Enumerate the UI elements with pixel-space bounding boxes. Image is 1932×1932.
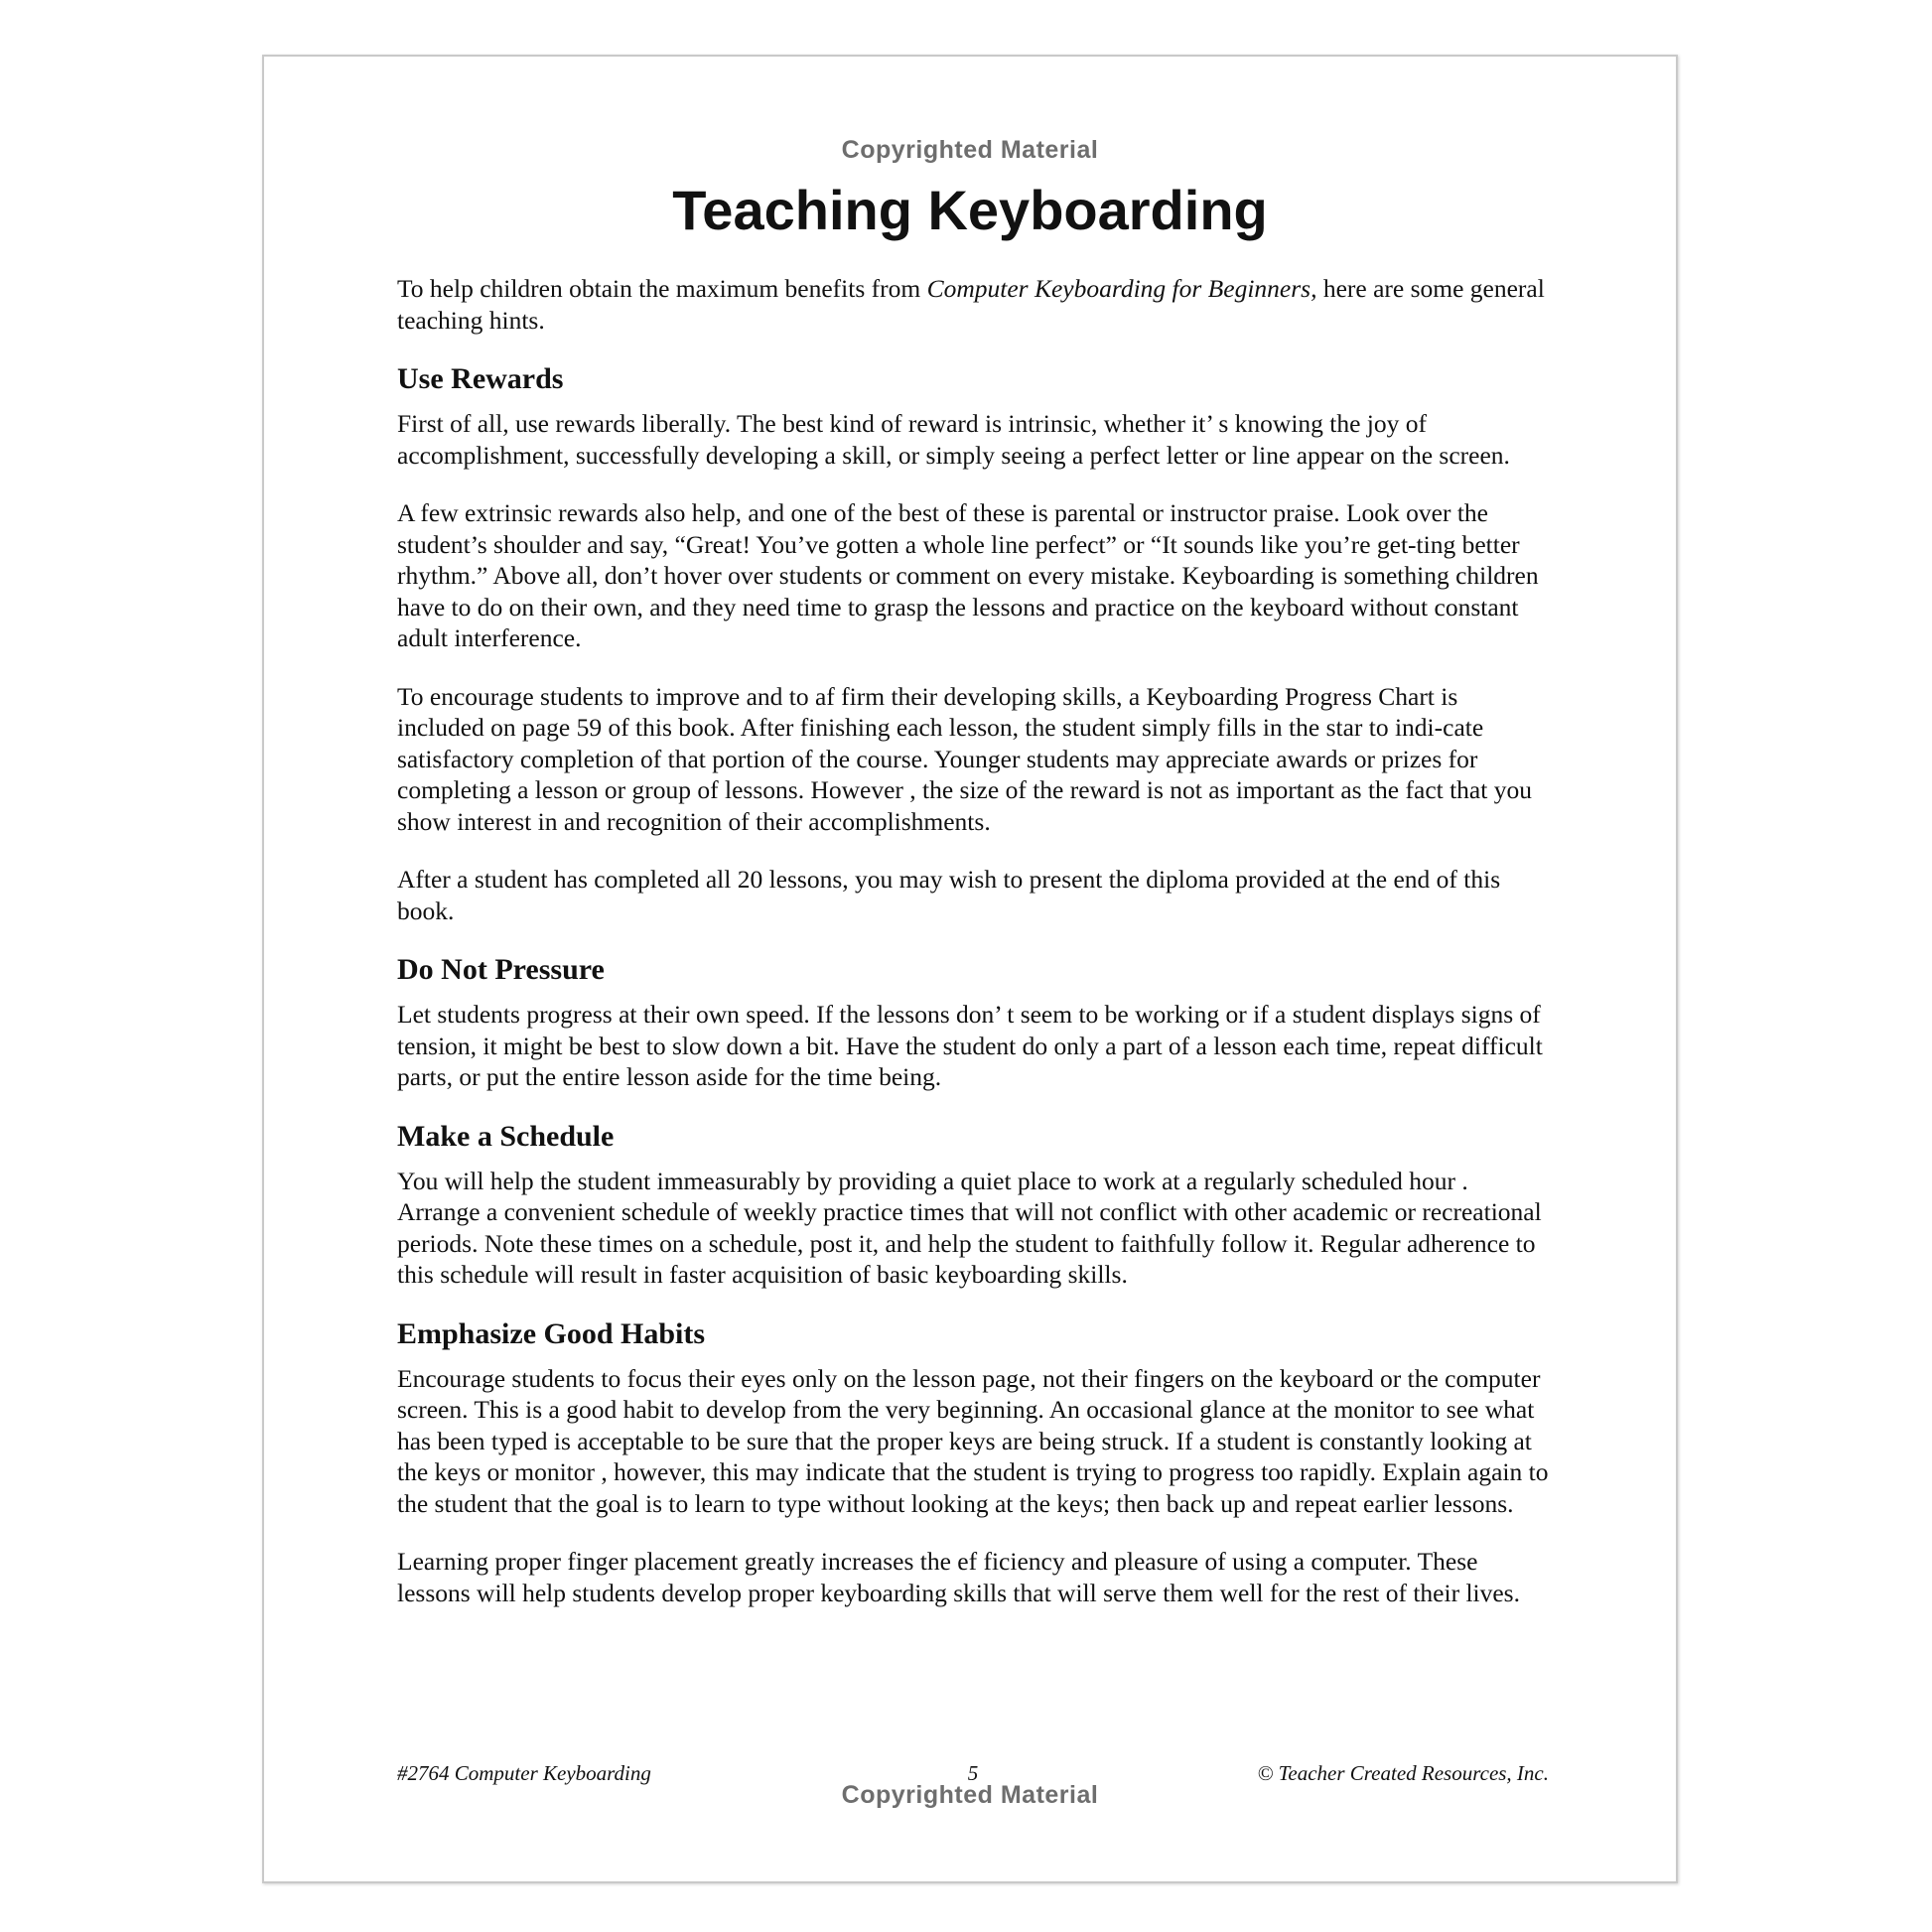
intro-paragraph [397,273,1549,336]
document-page [262,55,1678,1883]
page-title: Teaching Keyboarding [672,179,1268,241]
footer-page-number: 5 [967,1761,979,1785]
section-heading-use-rewards: Use Rewards [397,362,564,395]
book-title: Computer Keyboarding for Beginners, [926,274,1317,303]
copyright-watermark-top: Copyrighted Material [841,136,1099,164]
footer-book-id: #2764 Computer Keyboarding [397,1761,651,1785]
copyright-watermark-bottom: Copyrighted Material [841,1781,1099,1809]
section-heading-do-not-pressure: Do Not Pressure [397,953,605,986]
section-paragraph: First of all, use rewards liberally. The best kind of reward is intrinsic, whether it’ s knowing the joy of accomplishment, successfully developing a skill, or simply seeing a perfect letter or line appear on the screen. [397,409,1510,470]
section-paragraph: You will help the student immeasurably by providing a quiet place to work at a regularly scheduled hour . Arrange a convenient schedule of weekly practice times that will not conflict with other academic or recreational periods. Note these times on a schedule, post it, and help the student to faithfully follow it. Regular adherence to this schedule will result in faster acquisition of basic keyboarding skills. [397,1166,1542,1289]
section-paragraph: To encourage students to improve and to af firm their developing skills, a Keyboarding Progress Chart is included on page 59 of this book. After finishing each lesson, the student simply fills in the star to indi-cate satisfactory completion of that portion of the course. Younger students may appreciate awards or prizes for completing a lesson or group of lessons. However , the size of the reward is not as important as the fact that you show interest in and recognition of their accomplishments. [397,681,1532,836]
document-body [397,273,1549,1635]
section-heading-emphasize-good-habits: Emphasize Good Habits [397,1316,706,1350]
section-paragraph: Encourage students to focus their eyes only on the lesson page, not their fingers on the keyboard or the computer screen. This is a good habit to develop from the very beginning. An occasional glance at the monitor to see what has been typed is acceptable to be sure that the proper keys are being struck. If a student is constantly looking at the keys or monitor , however, this may indicate that the student is trying to progress too rapidly. Explain again to the student that the goal is to learn to type without looking at the keys; then back up and repeat earlier lessons. [397,1363,1549,1518]
section-heading-make-a-schedule: Make a Schedule [397,1119,615,1153]
intro-text-after: here are some general teaching hints. [397,274,1545,335]
footer-publisher: © Teacher Created Resources, Inc. [1257,1761,1549,1785]
section-paragraph: Let students progress at their own speed. If the lessons don’ t seem to be working or if a student displays signs of tension, it might be best to slow down a bit. Have the student do only a part of a lesson each time, repeat difficult parts, or put the entire lesson aside for the time being. [397,1000,1543,1091]
section-paragraph: After a student has completed all 20 lessons, you may wish to present the diploma provided at the end of this book. [397,865,1501,925]
section-paragraph: Learning proper finger placement greatly increases the ef ficiency and pleasure of using a computer. These lessons will help students develop proper keyboarding skills that will serve them well for the rest of their lives. [397,1547,1520,1607]
intro-text-before: To help children obtain the maximum benefits from [397,274,927,303]
section-paragraph: A few extrinsic rewards also help, and one of the best of these is parental or instructor praise. Look over the student’s shoulder and say, “Great! You’ve gotten a whole line perfect” or “It sounds like you’re get-ting better rhythm.” Above all, don’t hover over students or comment on every mistake. Keyboarding is something children have to do on their own, and they need time to grasp the lessons and practice on the keyboard without constant adult interference. [397,498,1539,652]
